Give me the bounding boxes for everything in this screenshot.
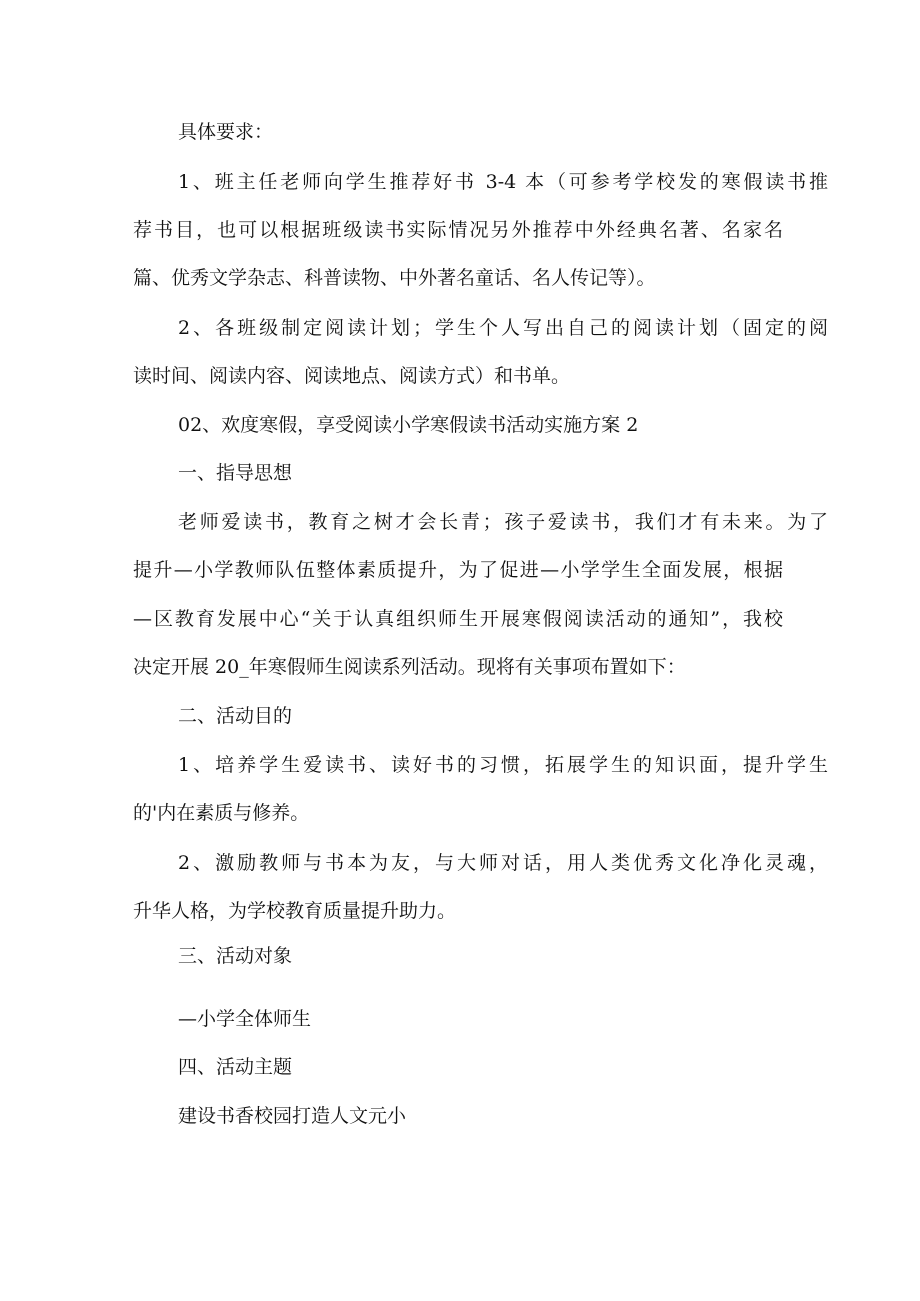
paragraph-line: —小学全体师生 — [178, 1008, 312, 1030]
paragraph-line: 提升—小学教师队伍整体素质提升，为了促进—小学学生全面发展，根据 — [133, 559, 783, 581]
section-heading: 一、指导思想 — [178, 462, 293, 484]
section-title: 02、欢度寒假，享受阅读小学寒假读书活动实施方案 2 — [178, 414, 639, 436]
paragraph-line: 2、激励教师与书本为友，与大师对话，用人类优秀文化净化灵魂， — [178, 852, 828, 874]
paragraph-line: 读时间、阅读内容、阅读地点、阅读方式）和书单。 — [133, 365, 571, 387]
paragraph-line: 升华人格，为学校教育质量提升助力。 — [133, 900, 457, 922]
paragraph-line: 决定开展 20_年寒假师生阅读系列活动。现将有关事项布置如下： — [133, 656, 686, 678]
section-heading: 二、活动目的 — [178, 705, 293, 727]
paragraph-line: 建设书香校园打造人文元小 — [178, 1105, 407, 1127]
paragraph-line: —区教育发展中心“关于认真组织师生开展寒假阅读活动的通知”，我校 — [133, 608, 783, 630]
paragraph-line: 2、各班级制定阅读计划；学生个人写出自己的阅读计划（固定的阅 — [178, 317, 828, 339]
section-heading: 三、活动对象 — [178, 945, 293, 967]
paragraph-line: 的'内在素质与修养。 — [133, 802, 310, 824]
section-heading: 具体要求： — [178, 121, 274, 143]
paragraph-line: 荐书目，也可以根据班级读书实际情况另外推荐中外经典名著、名家名 — [133, 219, 783, 241]
paragraph-line: 篇、优秀文学杂志、科普读物、中外著名童话、名人传记等）。 — [133, 267, 656, 289]
paragraph-line: 老师爱读书，教育之树才会长青；孩子爱读书，我们才有未来。为了 — [178, 511, 828, 533]
section-heading: 四、活动主题 — [178, 1056, 293, 1078]
paragraph-line: 1、班主任老师向学生推荐好书 3-4 本（可参考学校发的寒假读书推 — [178, 171, 828, 193]
paragraph-line: 1、培养学生爱读书、读好书的习惯，拓展学生的知识面，提升学生 — [178, 754, 828, 776]
